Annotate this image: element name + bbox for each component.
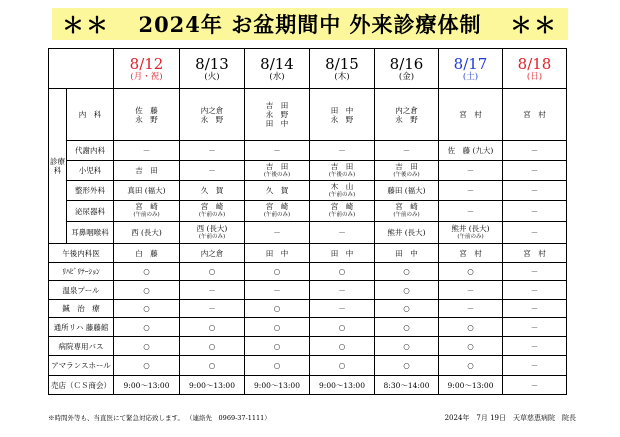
- department-name: 耳鼻咽喉科: [67, 222, 114, 244]
- cell-line: 久 賀: [200, 186, 224, 195]
- cell-line: 宮 崎: [395, 202, 418, 211]
- cell-line: (午前のみ): [457, 233, 484, 240]
- cell-line: －: [466, 166, 475, 175]
- cell-line: －: [466, 206, 475, 216]
- row-cell: 内之倉: [180, 244, 245, 263]
- row-cell: －: [503, 281, 567, 300]
- schedule-cell: [180, 222, 245, 244]
- schedule-cell: [180, 141, 245, 161]
- cell-line: 永 野: [330, 114, 354, 124]
- schedule-cell: [375, 181, 439, 201]
- schedule-cell: [180, 181, 245, 201]
- row-label: 通所リハ 藤藤館: [49, 318, 114, 337]
- department-name: 内 科: [67, 89, 114, 141]
- cell-line: (午前のみ): [393, 212, 420, 218]
- row-cell: －: [439, 281, 503, 300]
- schedule-cell: [114, 89, 180, 141]
- schedule-cell: [439, 222, 503, 244]
- row-cell: －: [245, 281, 310, 300]
- cell-line: －: [208, 166, 216, 175]
- cell-line: (午前のみ): [328, 212, 356, 218]
- schedule-cell: [114, 222, 180, 244]
- schedule-cell: [114, 181, 180, 201]
- cell-line: 永 野: [395, 114, 418, 124]
- cell-line: 佐 藤 (九大): [447, 146, 494, 155]
- schedule-cell: [503, 89, 567, 141]
- day-of-week: (土): [462, 71, 479, 82]
- cell-line: 吉 田: [265, 101, 289, 110]
- row-cell: 田 中: [310, 244, 375, 263]
- cell-line: 佐 藤: [135, 105, 158, 115]
- row-cell: ○: [375, 318, 439, 337]
- day-header: [114, 49, 180, 89]
- cell-line: 木 山: [330, 181, 354, 191]
- department-name: 整形外科: [67, 181, 114, 201]
- schedule-cell: [114, 141, 180, 161]
- row-cell: －: [180, 300, 245, 318]
- schedule-cell: [503, 222, 567, 244]
- schedule-cell: [114, 201, 180, 222]
- row-label: 温泉プール: [49, 281, 114, 300]
- row-cell: 宮 村: [439, 244, 503, 263]
- row-label: 病院専用バス: [49, 337, 114, 356]
- row-cell: ○: [310, 356, 375, 376]
- schedule-cell: [245, 141, 310, 161]
- header-corner: [49, 49, 114, 89]
- day-of-week: (木): [334, 71, 350, 82]
- schedule-cell: [375, 141, 439, 161]
- schedule-cell: [310, 141, 375, 161]
- schedule-cell: [503, 161, 567, 181]
- cell-line: －: [338, 146, 346, 155]
- cell-line: (午前のみ): [198, 233, 226, 240]
- day-date: 8/13: [195, 54, 229, 73]
- row-cell: －: [503, 337, 567, 356]
- day-of-week: (金): [398, 71, 415, 82]
- row-cell: ○: [375, 281, 439, 300]
- day-date: 8/16: [389, 54, 424, 73]
- row-cell: 9:00～13:00: [180, 376, 245, 395]
- cell-line: －: [530, 206, 539, 216]
- schedule-cell: [503, 181, 567, 201]
- schedule-cell: [180, 201, 245, 222]
- row-cell: －: [180, 281, 245, 300]
- row-cell: ○: [114, 300, 180, 318]
- cell-line: －: [530, 146, 539, 155]
- row-cell: ○: [180, 318, 245, 337]
- row-cell: ○: [439, 337, 503, 356]
- row-cell: 白 藤: [114, 244, 180, 263]
- row-cell: ○: [245, 263, 310, 281]
- cell-line: 宮 崎: [200, 202, 224, 211]
- row-cell: 田 中: [375, 244, 439, 263]
- row-cell: ○: [114, 263, 180, 281]
- cell-line: 真田 (福大): [127, 186, 166, 195]
- cell-line: 内之倉: [200, 105, 224, 115]
- title-stars-right: ＊＊: [509, 12, 558, 39]
- schedule-cell: [310, 181, 375, 201]
- day-header: [503, 49, 567, 89]
- schedule-cell: [439, 201, 503, 222]
- row-cell: ○: [180, 356, 245, 376]
- cell-line: －: [338, 228, 346, 237]
- schedule-cell: [310, 222, 375, 244]
- page-title: 2024年 お盆期間中 外来診療体制: [138, 12, 482, 37]
- row-cell: ○: [245, 318, 310, 337]
- cell-line: －: [273, 228, 281, 237]
- row-cell: －: [503, 356, 567, 376]
- row-cell: ○: [439, 263, 503, 281]
- cell-line: 宮 崎: [135, 202, 158, 211]
- row-cell: ○: [114, 337, 180, 356]
- day-of-week: (月・祝): [130, 71, 163, 82]
- schedule-cell: [375, 222, 439, 244]
- shinryoka-group-label: 診療科: [49, 89, 67, 244]
- day-header: [310, 49, 375, 89]
- cell-line: 久 賀: [265, 186, 289, 195]
- cell-line: (午後のみ): [263, 171, 291, 178]
- department-name: 代謝内科: [67, 141, 114, 161]
- day-date: 8/17: [453, 54, 488, 73]
- day-header: [180, 49, 245, 89]
- row-cell: 9:00～13:00: [310, 376, 375, 395]
- schedule-cell: [503, 141, 567, 161]
- cell-line: 内之倉: [395, 105, 418, 115]
- schedule-cell: [439, 141, 503, 161]
- day-header: [439, 49, 503, 89]
- schedule-cell: [439, 89, 503, 141]
- schedule-cell: [245, 201, 310, 222]
- day-date: 8/14: [260, 54, 294, 73]
- row-cell: ○: [375, 263, 439, 281]
- row-label: アマランスホール: [49, 356, 114, 376]
- row-label: 鍼 治 療: [49, 300, 114, 318]
- row-label: ﾘﾊﾋﾞﾘﾃｰｼｮﾝ: [49, 263, 114, 281]
- schedule-cell: [245, 181, 310, 201]
- cell-line: 藤田 (福大): [387, 186, 426, 195]
- cell-line: 西 (長大): [131, 228, 162, 237]
- day-of-week: (日): [526, 71, 543, 82]
- row-cell: －: [503, 318, 567, 337]
- row-cell: －: [439, 300, 503, 318]
- department-name: 泌尿器科: [67, 201, 114, 222]
- cell-line: 宮 崎: [330, 202, 354, 211]
- cell-line: (午前のみ): [133, 212, 160, 218]
- row-cell: ○: [180, 337, 245, 356]
- cell-line: －: [466, 186, 475, 195]
- row-cell: ○: [375, 356, 439, 376]
- row-cell: ○: [310, 318, 375, 337]
- day-date: 8/15: [325, 54, 359, 73]
- row-cell: ○: [114, 281, 180, 300]
- row-cell: －: [503, 300, 567, 318]
- row-cell: ○: [180, 263, 245, 281]
- cell-line: 田 中: [265, 119, 289, 128]
- cell-line: (午後のみ): [328, 171, 356, 178]
- day-of-week: (火): [204, 71, 220, 82]
- cell-line: (午前のみ): [198, 212, 226, 218]
- cell-line: 西 (長大): [196, 223, 228, 233]
- day-header: [375, 49, 439, 89]
- row-cell: －: [310, 300, 375, 318]
- cell-line: 熊井 (長大): [387, 228, 426, 237]
- cell-line: －: [142, 146, 151, 155]
- row-cell: 田 中: [245, 244, 310, 263]
- footer-date-signature: 2024年 7月 19日 天草慈恵病院 院長: [444, 414, 576, 422]
- cell-line: －: [530, 228, 539, 237]
- cell-line: 永 野: [135, 114, 158, 124]
- schedule-cell: [245, 89, 310, 141]
- schedule-cell: [503, 201, 567, 222]
- cell-line: 永 野: [265, 110, 289, 119]
- schedule-cell: [375, 201, 439, 222]
- title-banner: [52, 8, 568, 40]
- cell-line: (午前のみ): [263, 212, 291, 218]
- schedule-cell: [114, 161, 180, 181]
- schedule-cell: [245, 161, 310, 181]
- row-cell: ○: [114, 318, 180, 337]
- row-cell: －: [310, 281, 375, 300]
- cell-line: 宮 村: [523, 110, 546, 119]
- cell-line: 吉 田: [330, 161, 354, 171]
- day-date: 8/18: [517, 54, 552, 73]
- cell-line: 吉 田: [395, 161, 418, 171]
- row-label: 売店（ＣＳ商会）: [49, 376, 114, 395]
- row-cell: ○: [310, 263, 375, 281]
- schedule-cell: [375, 161, 439, 181]
- row-cell: ○: [439, 356, 503, 376]
- cell-line: 熊井 (長大): [451, 223, 490, 233]
- row-cell: 9:00～13:00: [114, 376, 180, 395]
- cell-line: 田 中: [330, 105, 354, 115]
- row-cell: ○: [310, 337, 375, 356]
- cell-line: 吉 田: [265, 161, 289, 171]
- row-cell: ○: [245, 337, 310, 356]
- cell-line: 永 野: [200, 114, 224, 124]
- cell-line: (午後のみ): [393, 171, 420, 178]
- cell-line: －: [273, 146, 281, 155]
- row-cell: ○: [375, 300, 439, 318]
- row-cell: ○: [114, 356, 180, 376]
- row-cell: 9:00～13:00: [245, 376, 310, 395]
- schedule-cell: [439, 181, 503, 201]
- row-label: 午後内科医: [49, 244, 114, 263]
- row-cell: 9:00～13:00: [439, 376, 503, 395]
- cell-line: 宮 崎: [265, 202, 289, 211]
- row-cell: ○: [439, 318, 503, 337]
- day-header: [245, 49, 310, 89]
- schedule-cell: [180, 161, 245, 181]
- schedule-table: [48, 48, 567, 395]
- schedule-cell: [310, 161, 375, 181]
- footer-note: ※時間外等も、当直医にて緊急対応致します。 （連絡先 0969-37-1111）: [48, 414, 271, 422]
- schedule-cell: [310, 201, 375, 222]
- department-name: 小児科: [67, 161, 114, 181]
- row-cell: ○: [245, 356, 310, 376]
- row-cell: －: [503, 263, 567, 281]
- day-of-week: (水): [269, 71, 285, 82]
- schedule-cell: [245, 222, 310, 244]
- cell-line: －: [402, 146, 411, 155]
- row-cell: 宮 村: [503, 244, 567, 263]
- cell-line: (午前のみ): [328, 191, 356, 198]
- row-cell: －: [503, 376, 567, 395]
- cell-line: 宮 村: [459, 110, 482, 119]
- row-cell: ○: [245, 300, 310, 318]
- day-date: 8/12: [129, 54, 164, 73]
- schedule-cell: [310, 89, 375, 141]
- row-cell: 8:30～14:00: [375, 376, 439, 395]
- schedule-cell: [180, 89, 245, 141]
- row-cell: ○: [375, 337, 439, 356]
- cell-line: －: [530, 166, 539, 175]
- title-stars-left: ＊＊: [62, 12, 111, 39]
- cell-line: 吉 田: [135, 166, 158, 175]
- cell-line: －: [208, 146, 216, 155]
- cell-line: －: [530, 186, 539, 195]
- schedule-cell: [375, 89, 439, 141]
- schedule-cell: [439, 161, 503, 181]
